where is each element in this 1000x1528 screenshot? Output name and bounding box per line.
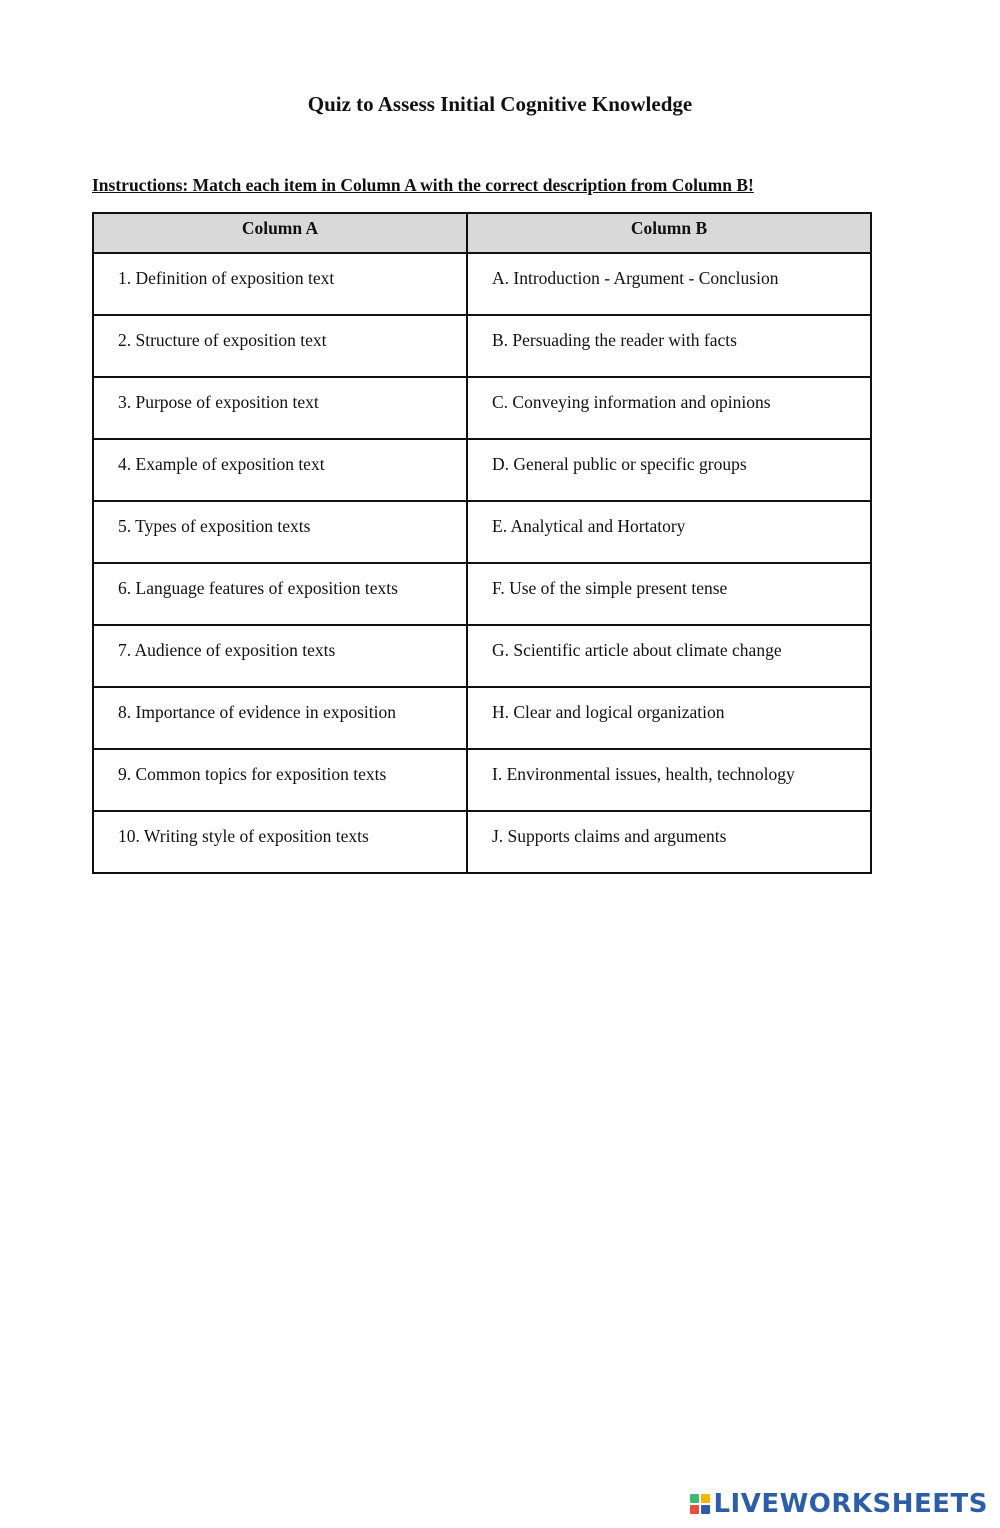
table-row [93,811,871,873]
column-a-item: 8. Importance of evidence in exposition [93,687,467,749]
table-row [93,253,871,315]
column-b-header: Column B [467,213,871,253]
table-row [93,563,871,625]
column-a-item: 9. Common topics for exposition texts [93,749,467,811]
table-row [93,749,871,811]
column-a-item: 4. Example of exposition text [93,439,467,501]
column-a-item: 10. Writing style of exposition texts [93,811,467,873]
table-row [93,687,871,749]
table-header-row [93,213,871,253]
liveworksheets-watermark [690,1490,988,1518]
logo-square-blue [701,1505,710,1514]
brand-name: LIVEWORKSHEETS [713,1489,988,1519]
column-b-item: C. Conveying information and opinions [467,377,871,439]
table-row [93,501,871,563]
column-a-item: 2. Structure of exposition text [93,315,467,377]
column-b-item: J. Supports claims and arguments [467,811,871,873]
liveworksheets-logo-icon [690,1490,710,1518]
column-b-item: I. Environmental issues, health, technology [467,749,871,811]
table-row [93,315,871,377]
logo-square-red [690,1505,699,1514]
column-b-item: D. General public or specific groups [467,439,871,501]
column-a-item: 6. Language features of exposition texts [93,563,467,625]
column-b-item: B. Persuading the reader with facts [467,315,871,377]
column-b-item: G. Scientific article about climate change [467,625,871,687]
column-a-item: 7. Audience of exposition texts [93,625,467,687]
table-row [93,625,871,687]
table-row [93,377,871,439]
logo-square-green [690,1494,699,1503]
logo-square-yellow [701,1494,710,1503]
column-b-item: A. Introduction - Argument - Conclusion [467,253,871,315]
table-row [93,439,871,501]
instructions: Instructions: Match each item in Column A with the correct description from Column B! [92,175,754,195]
column-b-item: H. Clear and logical organization [467,687,871,749]
column-b-item: E. Analytical and Hortatory [467,501,871,563]
matching-table [92,212,872,874]
column-a-item: 5. Types of exposition texts [93,501,467,563]
column-a-item: 1. Definition of exposition text [93,253,467,315]
column-a-item: 3. Purpose of exposition text [93,377,467,439]
column-a-header: Column A [93,213,467,253]
page-title: Quiz to Assess Initial Cognitive Knowledge [307,92,693,116]
column-b-item: F. Use of the simple present tense [467,563,871,625]
